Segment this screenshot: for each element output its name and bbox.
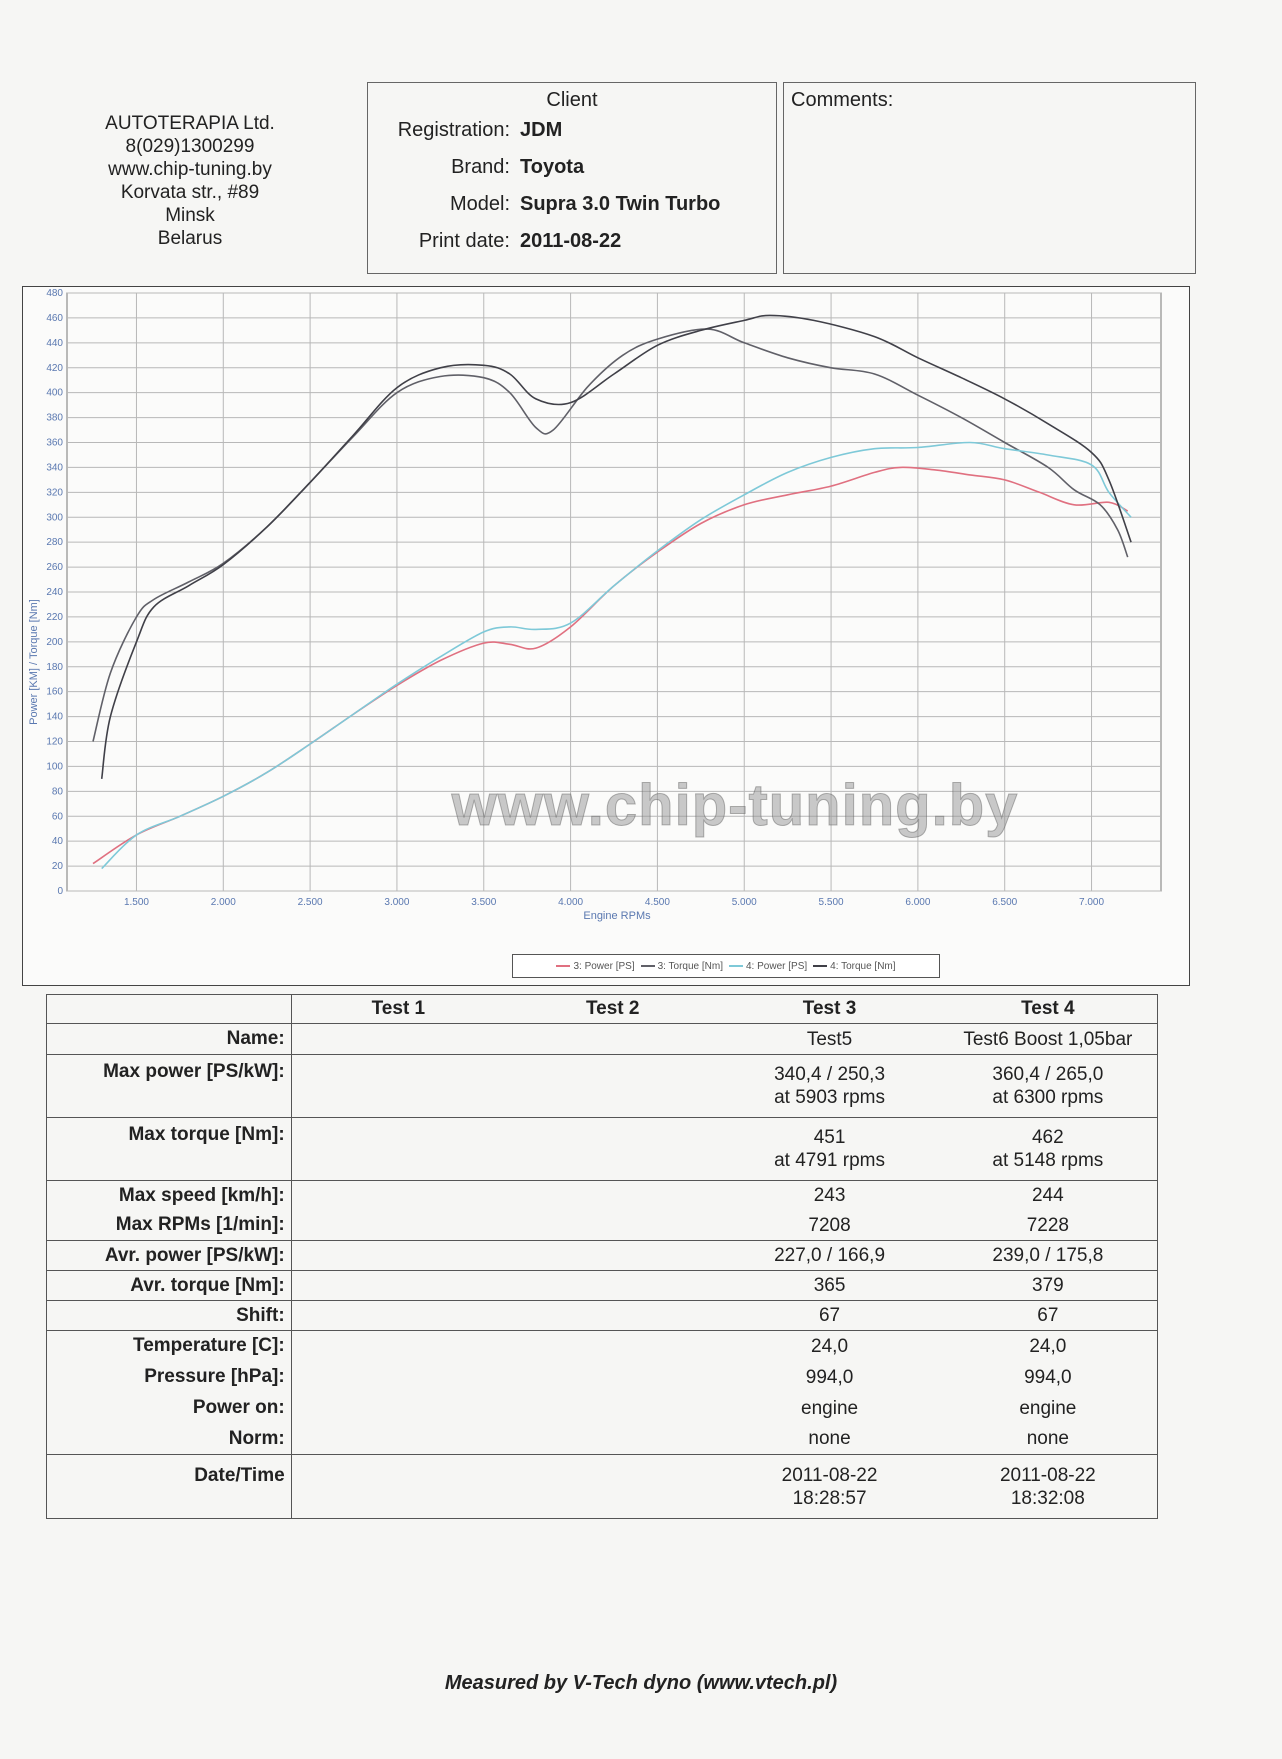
y-tick-label: 220 [46, 611, 63, 623]
company-city: Minsk [165, 205, 215, 226]
chart-axes [46, 288, 1104, 908]
test3-norm: none [808, 1428, 851, 1450]
test4-name: Test6 Boost 1,05bar [939, 1024, 1158, 1055]
y-tick-label: 180 [46, 661, 63, 673]
x-tick-label: 6.500 [992, 897, 1018, 908]
row-label: Avr. power [PS/kW]: [47, 1241, 292, 1271]
comments-label: Comments: [791, 89, 894, 111]
chart-grid [67, 293, 1161, 891]
table-row [47, 1118, 1158, 1181]
results-table [46, 994, 1158, 1519]
table-row [47, 1055, 1158, 1118]
test4-max-speed: 244 [939, 1181, 1158, 1211]
test4-max-rpms: 7228 [1026, 1214, 1069, 1236]
legend-label: 4: Torque [Nm] [830, 960, 896, 972]
print-date-label: Print date: [418, 230, 510, 252]
value-line: at 4791 rpms [774, 1150, 885, 1171]
company-info [70, 112, 310, 250]
y-tick-label: 160 [46, 686, 63, 698]
header-test-1: Test 1 [291, 995, 505, 1024]
header-test-3: Test 3 [720, 995, 938, 1024]
table-row [47, 1181, 1158, 1211]
client-print-date-row [368, 223, 776, 260]
test3-max-rpms: 7208 [808, 1214, 851, 1236]
test3-max-torque [720, 1118, 938, 1181]
table-row [47, 1241, 1158, 1271]
y-tick-label: 400 [46, 387, 63, 399]
y-tick-label: 140 [46, 711, 63, 723]
table-header-row [47, 995, 1158, 1024]
series-line [102, 442, 1131, 868]
x-tick-label: 5.000 [731, 897, 757, 908]
y-tick-label: 380 [46, 412, 63, 424]
y-axis-label: Power [KM] / Torque [Nm] [28, 599, 40, 725]
legend-item [641, 961, 723, 972]
y-tick-label: 320 [46, 487, 63, 499]
legend-swatch [556, 965, 570, 967]
value-line: 2011-08-22 [999, 1464, 1096, 1486]
company-website: www.chip-tuning.by [108, 159, 272, 180]
test3-datetime [720, 1455, 938, 1519]
legend-swatch [813, 965, 827, 967]
x-tick-label: 5.500 [818, 897, 844, 908]
header-blank [47, 995, 292, 1024]
y-tick-label: 300 [46, 512, 63, 524]
row-label: Power on: [47, 1393, 292, 1424]
series-line [93, 467, 1128, 863]
value-line: 18:32:08 [1010, 1487, 1085, 1509]
test3-avr-power: 227,0 / 166,9 [720, 1241, 938, 1271]
value-line: 462 [1031, 1127, 1064, 1148]
client-registration-row [368, 112, 776, 149]
x-tick-label: 3.500 [471, 897, 497, 908]
y-tick-label: 360 [46, 437, 63, 449]
test3-temperature: 24,0 [720, 1331, 938, 1362]
legend-label: 4: Power [PS] [746, 960, 808, 972]
value-line: 2011-08-22 [781, 1464, 878, 1486]
x-tick-label: 4.500 [644, 897, 670, 908]
row-label: Pressure [hPa]: [47, 1362, 292, 1393]
header-test-4: Test 4 [939, 995, 1158, 1024]
value-line: 340,4 / 250,3 [774, 1064, 886, 1085]
table-row [47, 1362, 1158, 1393]
y-tick-label: 200 [46, 636, 63, 648]
x-tick-label: 3.000 [384, 897, 410, 908]
row-label: Name: [47, 1024, 292, 1055]
company-country: Belarus [157, 228, 223, 249]
legend-label: 3: Torque [Nm] [657, 960, 723, 972]
y-tick-label: 20 [51, 861, 63, 873]
y-tick-label: 420 [46, 362, 63, 374]
x-tick-label: 7.000 [1079, 897, 1105, 908]
legend-item [729, 961, 807, 972]
footer-note: Measured by V-Tech dyno (www.vtech.pl) [444, 1672, 838, 1694]
value-line: at 5148 rpms [992, 1150, 1104, 1171]
dyno-chart [22, 286, 1190, 986]
row-label: Avr. torque [Nm]: [47, 1271, 292, 1301]
legend-item [556, 961, 634, 972]
chart-legend [512, 954, 940, 978]
x-tick-label: 1.500 [123, 897, 149, 908]
row-label: Max torque [Nm]: [47, 1118, 292, 1181]
test4-datetime [939, 1455, 1158, 1519]
row-label: Date/Time [47, 1455, 292, 1519]
table-row [47, 1301, 1158, 1331]
company-name: AUTOTERAPIA Ltd. [105, 113, 275, 134]
row-label: Max speed [km/h]: [47, 1181, 292, 1211]
y-tick-label: 40 [51, 836, 63, 848]
table-row [47, 1024, 1158, 1055]
test4-temperature: 24,0 [939, 1331, 1158, 1362]
company-phone: 8(029)1300299 [125, 136, 255, 157]
brand-value: Toyota [520, 156, 585, 178]
y-tick-label: 240 [46, 587, 63, 598]
x-tick-label: 6.000 [905, 897, 931, 908]
registration-label: Registration: [397, 119, 510, 141]
legend-item [813, 961, 895, 972]
client-brand-row [368, 149, 776, 186]
value-line: 451 [813, 1127, 846, 1148]
series-line [93, 329, 1128, 741]
y-tick-label: 260 [46, 562, 63, 574]
test3-max-speed: 243 [720, 1181, 938, 1211]
test4-max-torque [939, 1118, 1158, 1181]
test4-pressure: 994,0 [1024, 1366, 1072, 1388]
company-street: Korvata str., #89 [120, 182, 260, 203]
y-tick-label: 280 [46, 537, 63, 549]
test4-avr-torque: 379 [939, 1271, 1158, 1301]
row-label: Max power [PS/kW]: [47, 1055, 292, 1118]
table-row [47, 1331, 1158, 1362]
test4-norm: none [1026, 1428, 1069, 1450]
value-line: at 5903 rpms [774, 1087, 885, 1108]
client-title: Client [546, 89, 598, 111]
y-tick-label: 120 [46, 736, 63, 748]
y-tick-label: 100 [46, 761, 63, 773]
value-line: 18:28:57 [792, 1487, 867, 1509]
value-line: 360,4 / 265,0 [992, 1064, 1104, 1085]
y-tick-label: 480 [46, 288, 63, 299]
model-label: Model: [449, 193, 510, 215]
row-label: Max RPMs [1/min]: [47, 1211, 292, 1241]
x-tick-label: 4.000 [558, 897, 584, 908]
client-panel [367, 82, 777, 274]
x-axis-label: Engine RPMs [583, 910, 651, 922]
y-tick-label: 80 [51, 786, 63, 798]
brand-label: Brand: [451, 156, 510, 178]
test3-pressure: 994,0 [805, 1366, 854, 1388]
registration-value: JDM [520, 119, 563, 141]
table-row [47, 1271, 1158, 1301]
header-test-2: Test 2 [505, 995, 720, 1024]
x-tick-label: 2.000 [210, 897, 236, 908]
value-line: at 6300 rpms [992, 1087, 1104, 1108]
legend-swatch [729, 965, 743, 967]
test3-name: Test5 [720, 1024, 938, 1055]
table-row [47, 1424, 1158, 1455]
table-row [47, 1455, 1158, 1519]
test3-avr-torque: 365 [720, 1271, 938, 1301]
test4-max-power [939, 1055, 1158, 1118]
table-row [47, 1393, 1158, 1424]
test3-shift: 67 [720, 1301, 938, 1331]
y-tick-label: 0 [57, 886, 63, 897]
row-label: Temperature [C]: [47, 1331, 292, 1362]
test4-avr-power: 239,0 / 175,8 [939, 1241, 1158, 1271]
test4-shift: 67 [939, 1301, 1158, 1331]
series-line [102, 315, 1131, 779]
print-date-value: 2011-08-22 [520, 230, 622, 252]
table-row [47, 1211, 1158, 1241]
model-value: Supra 3.0 Twin Turbo [520, 193, 721, 215]
test4-power-on: engine [1019, 1397, 1077, 1419]
legend-label: 3: Power [PS] [573, 960, 635, 972]
test3-max-power [720, 1055, 938, 1118]
y-tick-label: 60 [51, 811, 63, 823]
x-tick-label: 2.500 [297, 897, 323, 908]
comments-panel [783, 82, 1196, 274]
watermark: www.chip-tuning.by [451, 773, 1019, 838]
dyno-chart-svg [23, 287, 1191, 987]
y-tick-label: 340 [46, 462, 63, 474]
row-label: Norm: [47, 1424, 292, 1455]
y-tick-label: 460 [46, 312, 63, 324]
y-tick-label: 440 [46, 337, 63, 349]
row-label: Shift: [47, 1301, 292, 1331]
legend-swatch [641, 965, 655, 967]
client-model-row [368, 186, 776, 223]
test3-power-on: engine [801, 1397, 859, 1419]
